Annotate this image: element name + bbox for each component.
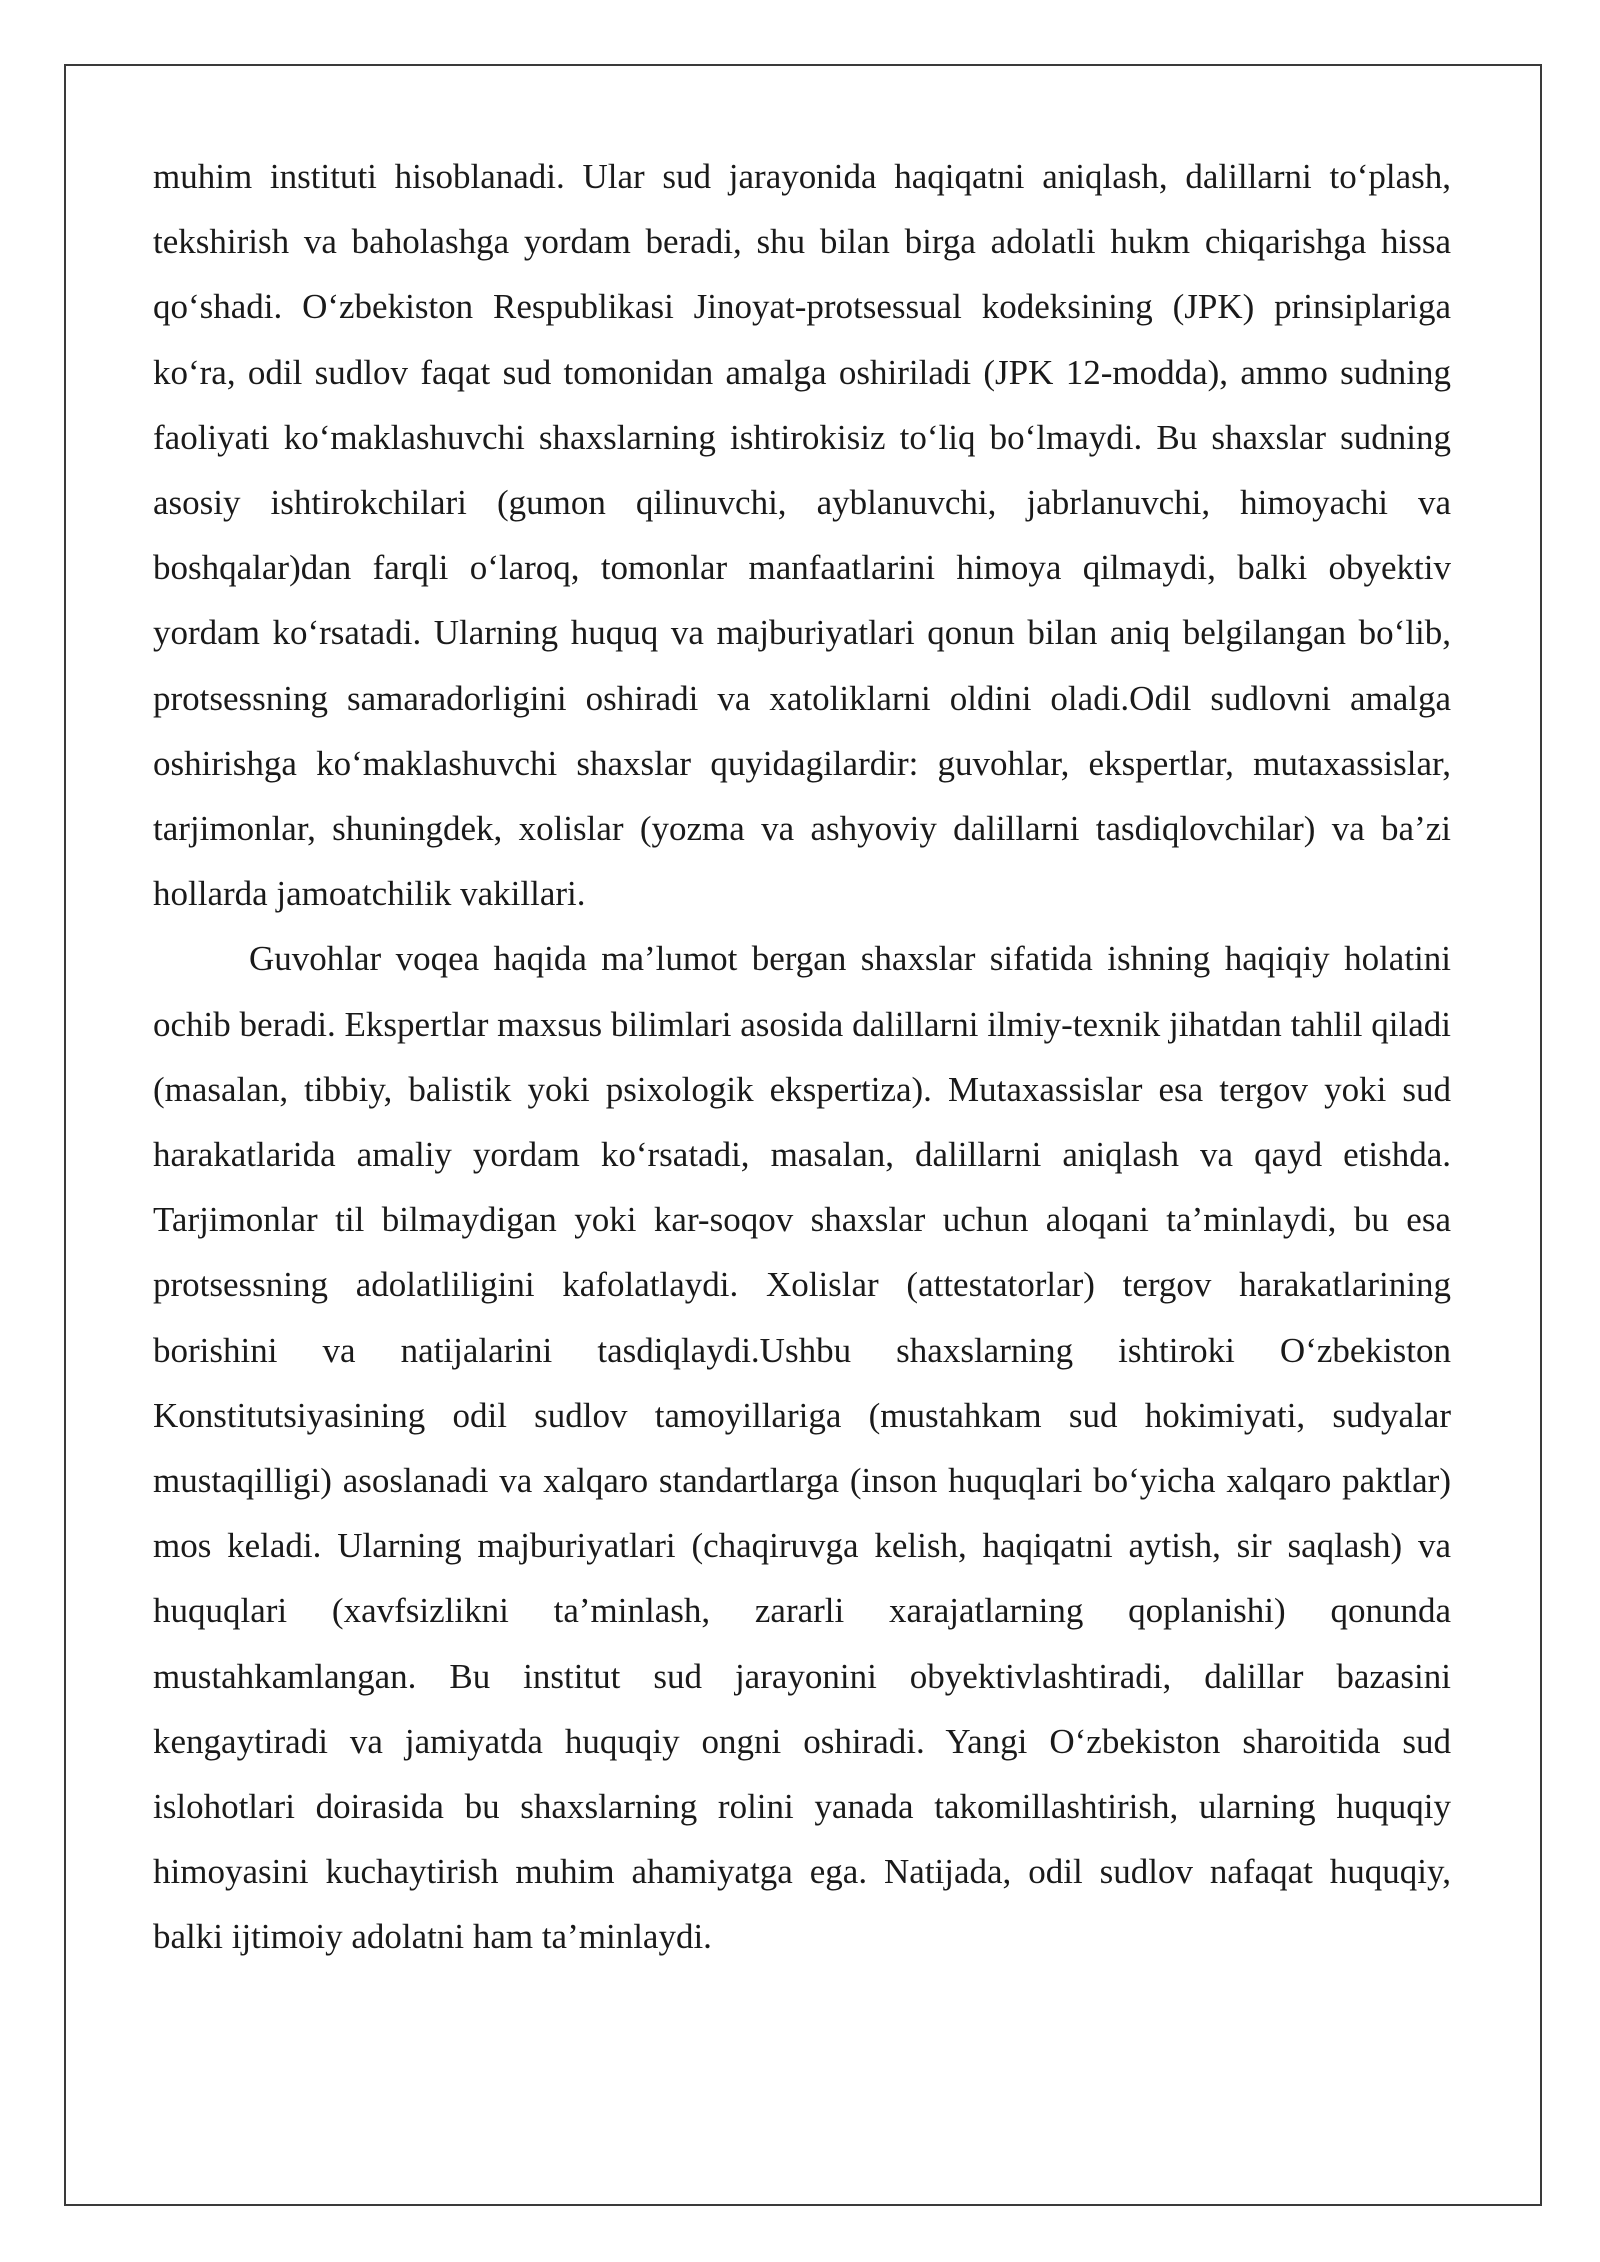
paragraph: Guvohlar voqea haqida ma’lumot bergan shaxslar sifatida ishning haqiqiy holatini ochib beradi. Ekspertlar maxsus bilimlari asosida dalillarni ilmiy-texnik jihatdan tahlil qiladi (masalan, tibbiy, balistik yoki psixologik ekspertiza). Mutaxassislar esa tergov yoki sud harakatlarida amaliy yordam ko‘rsatadi, masalan, dalillarni aniqlash va qayd etishda. Tarjimonlar til bilmaydigan yoki kar-soqov shaxslar uchun aloqani ta’minlaydi, bu esa protsessning adolatliligini kafolatlaydi. Xolislar (attestatorlar) tergov harakatlarining borishini va natijalarini tasdiqlaydi.Ushbu shaxslarning ishtiroki O‘zbekiston Konstitutsiyasining odil sudlov tamoyillariga (mustahkam sud hokimiyati, sudyalar mustaqilligi) asoslanadi va xalqaro standartlarga (inson huquqlari bo‘yicha xalqaro paktlar) mos keladi. Ularning majburiyatlari (chaqiruvga kelish, haqiqatni aytish, sir saqlash) va huquqlari (xavfsizlikni ta’minlash, zararli xarajatlarning qoplanishi) qonunda mustahkamlangan. Bu institut sud jarayonini obyektivlashtiradi, dalillar bazasini kengaytiradi va jamiyatda huquqiy ongni oshiradi. Yangi O‘zbekiston sharoitida sud islohotlari doirasida bu shaxslarning rolini yanada takomillashtirish, ularning huquqiy himoyasini kuchaytirish muhim ahamiyatga ega. Natijada, odil sudlov nafaqat huquqiy, balki ijtimoiy adolatni ham ta’minlaydi. (153, 939, 1451, 1957)
paragraph-continuation: muhim instituti hisoblanadi. Ular sud jarayonida haqiqatni aniqlash, dalillarni to‘plash, tekshirish va baholashga yordam beradi, shu bilan birga adolatli hukm chiqarishga hissa qo‘shadi. O‘zbekiston Respublikasi Jinoyat-protsessual kodeksining (JPK) prinsiplariga ko‘ra, odil sudlov faqat sud tomonidan amalga oshiriladi (JPK 12-modda), ammo sudning faoliyati ko‘maklashuvchi shaxslarning ishtirokisiz to‘liq bo‘lmaydi. Bu shaxslar sudning asosiy ishtirokchilari (gumon qilinuvchi, ayblanuvchi, jabrlanuvchi, himoyachi va boshqalar)dan farqli o‘laroq, tomonlar manfaatlarini himoya qilmaydi, balki obyektiv yordam ko‘rsatadi. Ularning huquq va majburiyatlari qonun bilan aniq belgilangan bo‘lib, protsessning samaradorligini oshiradi va xatoliklarni oldini oladi.Odil sudlovni amalga oshirishga ko‘maklashuvchi shaxslar quyidagilardir: guvohlar, ekspertlar, mutaxassislar, tarjimonlar, shuningdek, xolislar (yozma va ashyoviy dalillarni tasdiqlovchilar) va ba’zi hollarda jamoatchilik vakillari. (153, 157, 1451, 914)
document-body (153, 144, 1451, 1970)
